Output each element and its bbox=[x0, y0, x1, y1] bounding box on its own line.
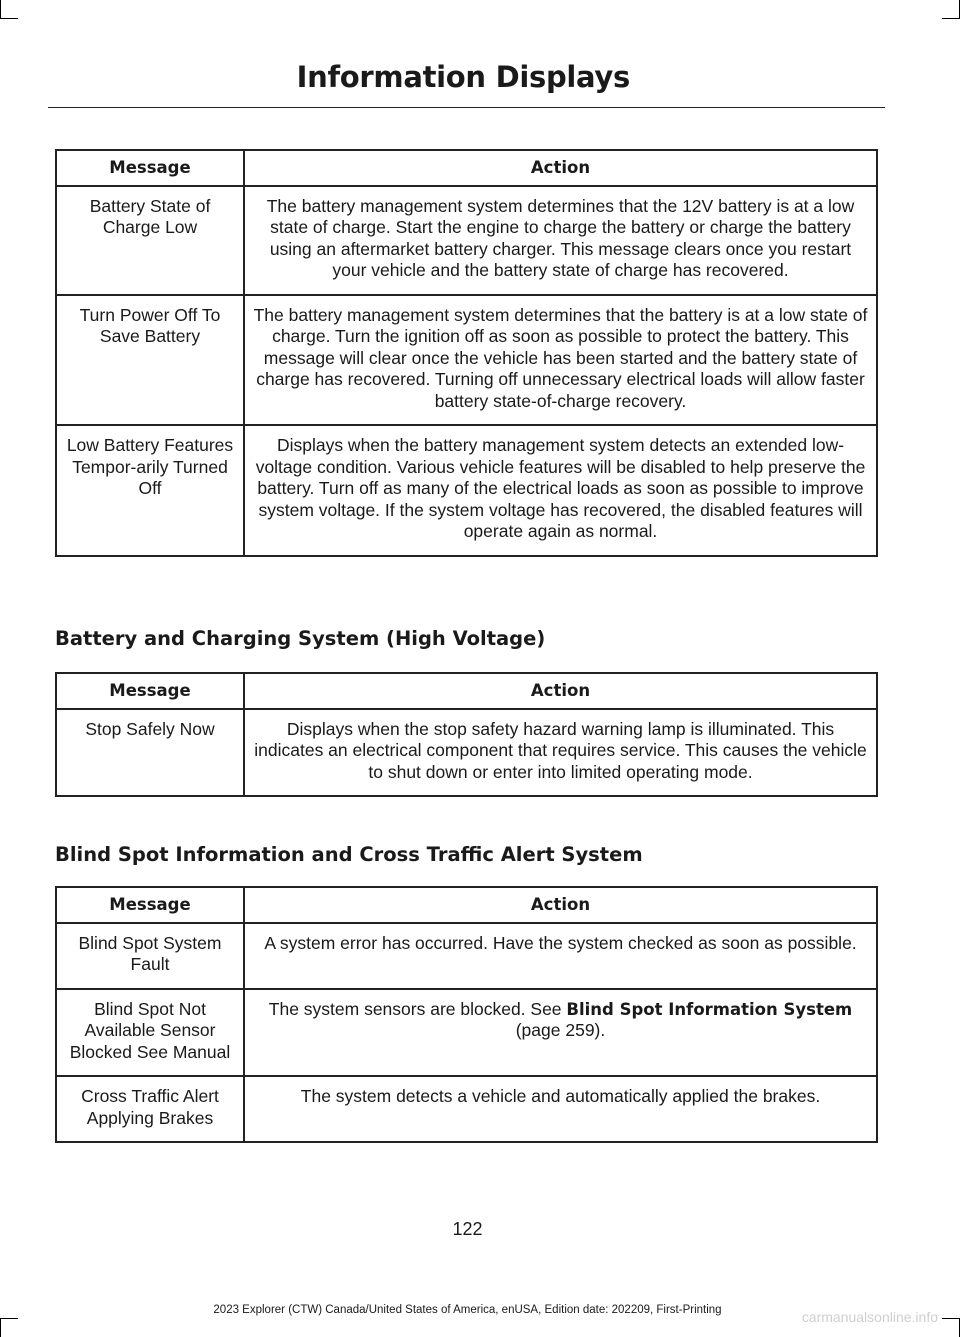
message-column-header: Message bbox=[56, 150, 244, 186]
table-row bbox=[56, 186, 877, 295]
action-column-header: Action bbox=[244, 150, 877, 186]
table-row bbox=[56, 425, 877, 556]
crop-mark bbox=[942, 18, 960, 19]
table-row bbox=[56, 923, 877, 989]
message-column-header: Message bbox=[56, 887, 244, 923]
footer-edition-text: 2023 Explorer (CTW) Canada/United States of America, enUSA, Edition date: 202209, First-Printing bbox=[213, 1304, 722, 1316]
high-voltage-messages-table bbox=[55, 672, 878, 797]
message-cell: Blind Spot System Fault bbox=[56, 923, 244, 989]
action-cell: The battery management system determines that the 12V battery is at a low state of charge. Start the engine to charge the battery or charge the battery using an aftermarket battery charger. This message clears once you restart your vehicle and the battery state of charge has recovered. bbox=[244, 186, 877, 295]
battery-messages-table bbox=[55, 149, 878, 557]
section-heading: Battery and Charging System (High Voltage) bbox=[55, 627, 546, 650]
crop-mark bbox=[0, 1319, 1, 1337]
cross-reference-link[interactable]: Blind Spot Information System bbox=[566, 999, 853, 1019]
message-column-header: Message bbox=[56, 673, 244, 709]
action-cell: Displays when the battery management system detects an extended low-voltage condition. Various vehicle features will be disabled to help preserve the battery. Turn off as many of the electrical loads as soon as possible to improve system voltage. If the system voltage has recovered, the disabled features will operate again as normal. bbox=[244, 425, 877, 556]
message-cell: Turn Power Off To Save Battery bbox=[56, 295, 244, 426]
watermark: carmanualsonline.info bbox=[801, 1309, 938, 1325]
crop-mark bbox=[942, 1318, 960, 1319]
page-title: Information Displays bbox=[296, 60, 630, 94]
action-cell: Displays when the stop safety hazard warning lamp is illuminated. This indicates an electrical component that requires service. This causes the vehicle to shut down or enter into limited operating mode. bbox=[244, 709, 877, 797]
action-cell: A system error has occurred. Have the system checked as soon as possible. bbox=[244, 923, 877, 989]
table-row bbox=[56, 295, 877, 426]
action-column-header: Action bbox=[244, 887, 877, 923]
section-heading: Blind Spot Information and Cross Traffic Alert System bbox=[55, 843, 643, 866]
table-header-row bbox=[56, 150, 877, 186]
table-row bbox=[56, 709, 877, 797]
message-cell: Stop Safely Now bbox=[56, 709, 244, 797]
table-header-row bbox=[56, 887, 877, 923]
table-row bbox=[56, 1076, 877, 1142]
message-cell: Cross Traffic Alert Applying Brakes bbox=[56, 1076, 244, 1142]
crop-mark bbox=[0, 18, 18, 19]
action-text: The system sensors are blocked. See bbox=[268, 998, 567, 1019]
page-number: 122 bbox=[452, 1219, 483, 1239]
crop-mark bbox=[0, 1318, 18, 1319]
action-cell: The system detects a vehicle and automatically applied the brakes. bbox=[244, 1076, 877, 1142]
page-reference: (page 259). bbox=[515, 1020, 606, 1040]
message-cell: Low Battery Features Tempor-arily Turned Off bbox=[56, 425, 244, 556]
crop-mark bbox=[0, 0, 1, 18]
action-column-header: Action bbox=[244, 673, 877, 709]
table-header-row bbox=[56, 673, 877, 709]
blind-spot-messages-table bbox=[55, 886, 878, 1143]
header-divider bbox=[48, 107, 885, 108]
message-cell: Blind Spot Not Available Sensor Blocked See Manual bbox=[56, 989, 244, 1077]
table-row bbox=[56, 989, 877, 1077]
action-cell: The battery management system determines that the battery is at a low state of charge. Turn the ignition off as soon as possible to protect the battery. This message will clear once the vehicle has been started and the battery state of charge has recovered. Turning off unnecessary electrical loads will allow faster battery state-of-charge recovery. bbox=[244, 295, 877, 426]
message-cell: Battery State of Charge Low bbox=[56, 186, 244, 295]
action-cell bbox=[244, 989, 877, 1077]
